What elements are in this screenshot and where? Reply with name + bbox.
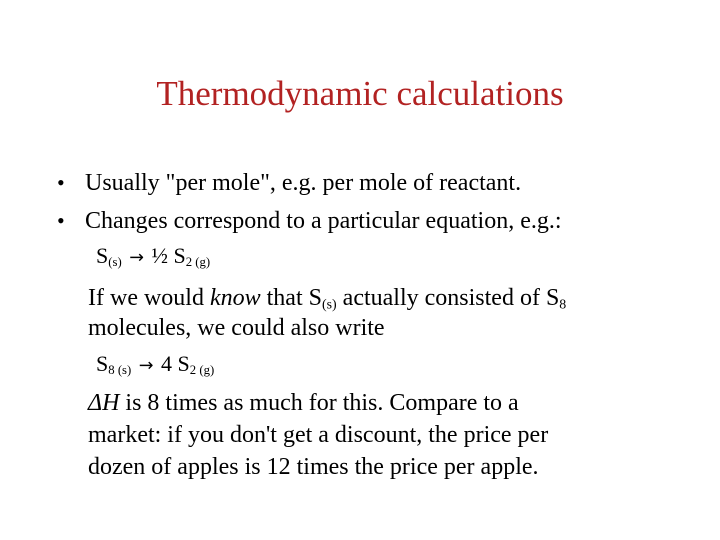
equation-2 <box>96 350 214 380</box>
arrow-icon: → <box>129 248 144 268</box>
para1-italic: know <box>209 285 261 311</box>
eq2-lhs: S <box>96 351 109 376</box>
bullet-icon: • <box>57 170 65 195</box>
eq1-lhs-sub: (s) <box>108 255 122 270</box>
eq2-rhs-sub: 2 (g) <box>189 363 215 378</box>
eq1-lhs: S <box>96 243 109 268</box>
eq1-coef: ½ <box>151 243 168 268</box>
bullet-item-1 <box>57 168 522 198</box>
eq2-coef: 4 <box>161 351 173 376</box>
slide-title: Thermodynamic calculations <box>156 74 564 113</box>
delta-h-symbol: ΔH <box>88 390 120 416</box>
bullet-text-2: Changes correspond to a particular equation, e.g.: <box>85 208 562 234</box>
equation-1 <box>96 242 210 272</box>
eq2-lhs-sub: 8 (s) <box>108 363 132 378</box>
bullet-icon: • <box>57 208 65 233</box>
para1-text-b: that S <box>260 285 322 311</box>
paragraph-1-line-2: molecules, we could also write <box>88 315 385 341</box>
eq1-rhs: S <box>173 243 186 268</box>
bullet-text-1: Usually "per mole", e.g. per mole of reactant. <box>85 170 522 196</box>
eq1-rhs-sub: 2 (g) <box>185 255 211 270</box>
paragraph-1-line-1 <box>88 283 566 313</box>
eq2-rhs: S <box>177 351 190 376</box>
paragraph-2-line-3: dozen of apples is 12 times the price per apple. <box>88 454 539 480</box>
paragraph-2-line-1 <box>88 388 519 418</box>
arrow-icon: → <box>138 356 154 376</box>
para1-text-a: If we would <box>88 285 210 311</box>
para1-text-c: actually consisted of S <box>336 285 560 311</box>
paragraph-2-line-2: market: if you don't get a discount, the price per <box>88 422 549 448</box>
bullet-item-2 <box>57 206 562 236</box>
para1-sub1: (s) <box>321 297 337 313</box>
para1-sub2: 8 <box>559 297 567 313</box>
para2-text-1: is 8 times as much for this. Compare to a <box>119 390 519 416</box>
